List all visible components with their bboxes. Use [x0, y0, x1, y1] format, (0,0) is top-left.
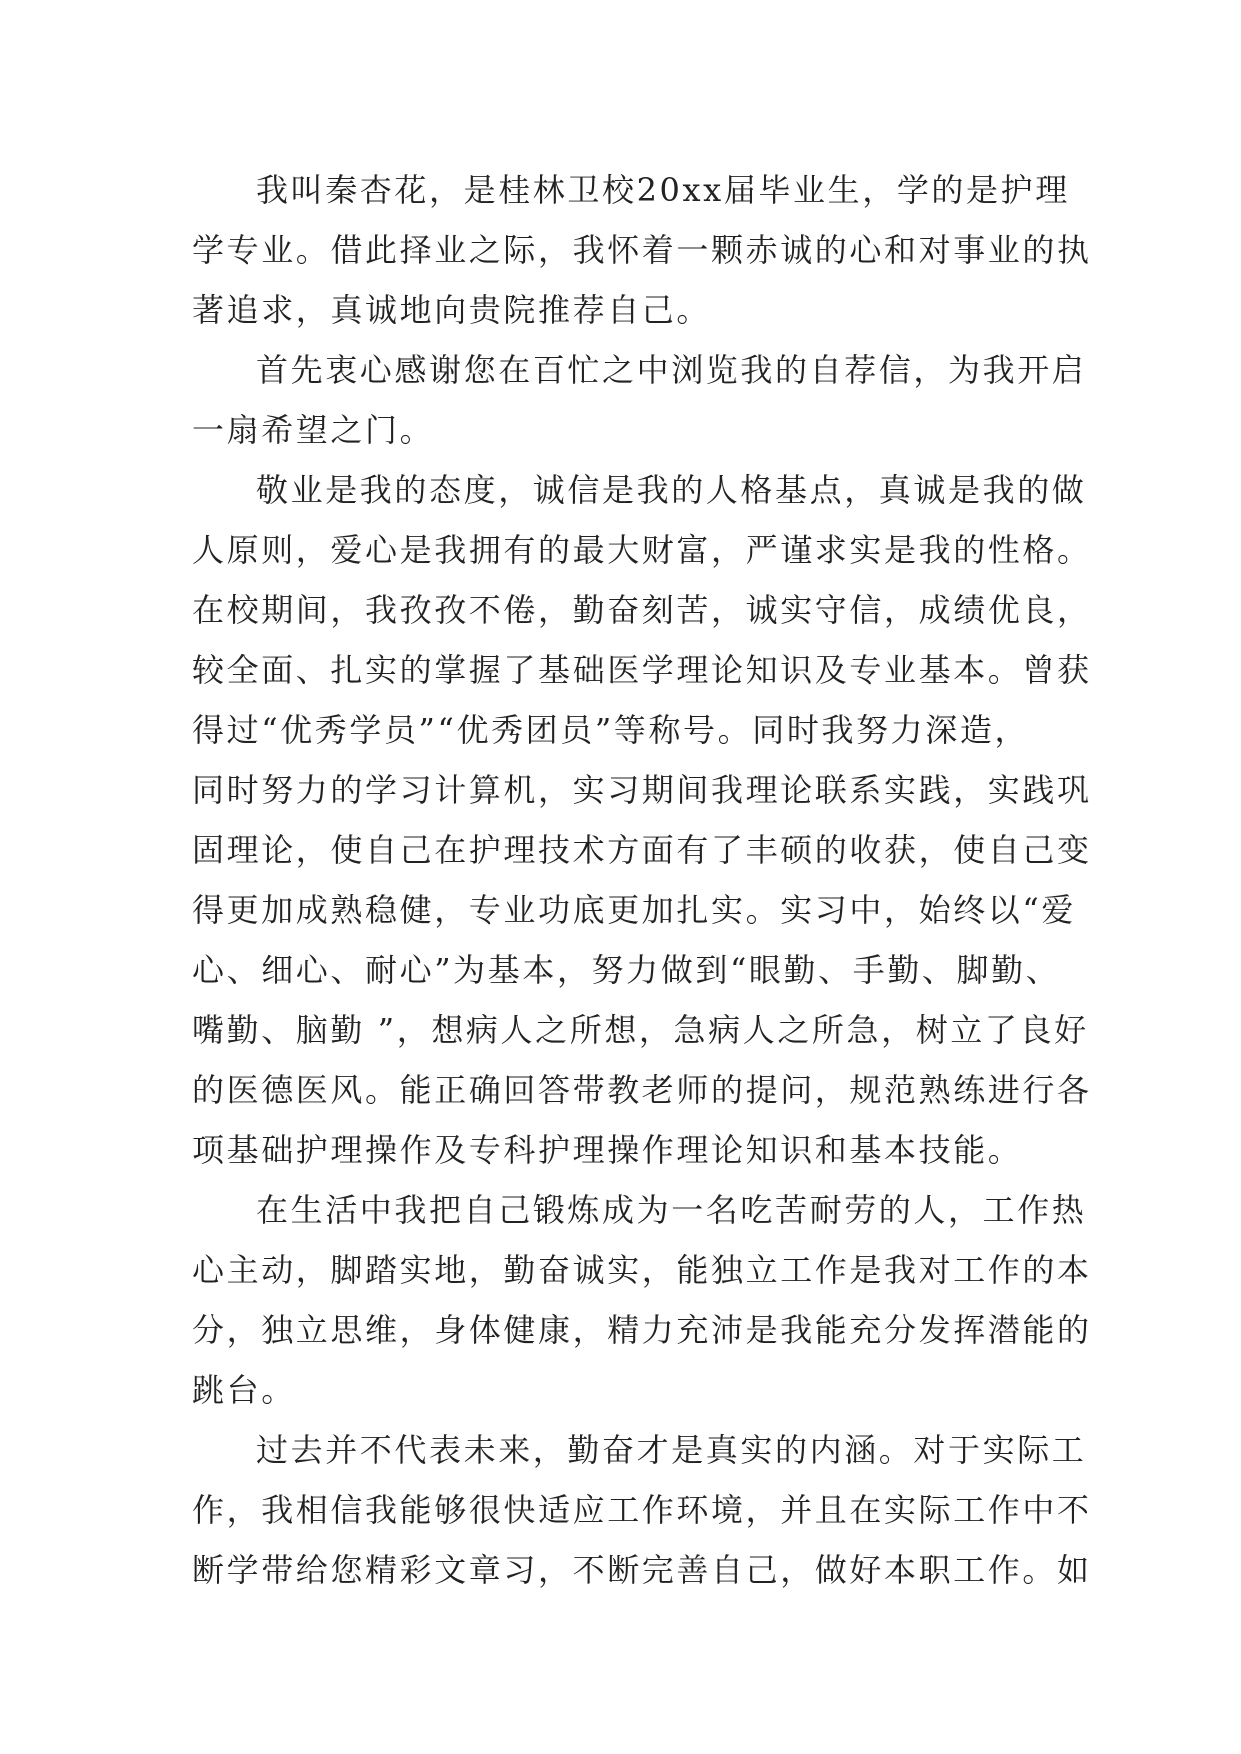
paragraph-3-line-12: 项基础护理操作及专科护理操作理论知识和基本技能。: [192, 1131, 1023, 1169]
paragraph-4-line-4: 跳台。: [192, 1371, 296, 1409]
paragraph-1-line-2: 学专业。借此择业之际，我怀着一颗赤诚的心和对事业的执: [192, 231, 1092, 269]
paragraph-5-line-1: 过去并不代表未来，勤奋才是真实的内涵。对于实际工: [256, 1431, 1087, 1469]
paragraph-5-line-3: 断学带给您精彩文章习，不断完善自己，做好本职工作。如: [192, 1551, 1092, 1589]
paragraph-3-line-1: 敬业是我的态度，诚信是我的人格基点，真诚是我的做: [256, 471, 1087, 509]
paragraph-3-line-6: 同时努力的学习计算机，实习期间我理论联系实践，实践巩: [192, 771, 1092, 809]
paragraph-3-line-4: 较全面、扎实的掌握了基础医学理论知识及专业基本。曾获: [192, 651, 1092, 689]
paragraph-3-line-2: 人原则，爱心是我拥有的最大财富，严谨求实是我的性格。: [192, 531, 1092, 569]
paragraph-3-line-5: 得过“优秀学员”“优秀团员”等称号。同时我努力深造，: [192, 711, 1030, 749]
paragraph-3-line-11: 的医德医风。能正确回答带教老师的提问，规范熟练进行各: [192, 1071, 1092, 1109]
paragraph-2-line-1: 首先衷心感谢您在百忙之中浏览我的自荐信，为我开启: [256, 351, 1087, 389]
paragraph-3-line-9: 心、细心、耐心”为基本，努力做到“眼勤、手勤、脚勤、: [192, 951, 1061, 989]
paragraph-4-line-2: 心主动，脚踏实地，勤奋诚实，能独立工作是我对工作的本: [192, 1251, 1092, 1289]
paragraph-2-line-2: 一扇希望之门。: [192, 411, 435, 449]
paragraph-4-line-1: 在生活中我把自己锻炼成为一名吃苦耐劳的人，工作热: [256, 1191, 1087, 1229]
paragraph-4-line-3: 分，独立思维，身体健康，精力充沛是我能充分发挥潜能的: [192, 1311, 1092, 1349]
paragraph-3-line-8: 得更加成熟稳健，专业功底更加扎实。实习中，始终以“爱: [192, 891, 1076, 929]
paragraph-1-line-3: 著追求，真诚地向贵院推荐自己。: [192, 291, 712, 329]
paragraph-5-line-2: 作，我相信我能够很快适应工作环境，并且在实际工作中不: [192, 1491, 1092, 1529]
paragraph-3-line-10: 嘴勤、脑勤 ”，想病人之所想，急病人之所急，树立了良好: [192, 1011, 1089, 1049]
document-body: [192, 160, 1092, 1600]
paragraph-3-line-3: 在校期间，我孜孜不倦，勤奋刻苦，诚实守信，成绩优良，: [192, 591, 1092, 629]
paragraph-1-line-1: 我叫秦杏花，是桂林卫校20xx届毕业生，学的是护理: [256, 171, 1070, 209]
paragraph-3-line-7: 固理论，使自己在护理技术方面有了丰硕的收获，使自己变: [192, 831, 1092, 869]
